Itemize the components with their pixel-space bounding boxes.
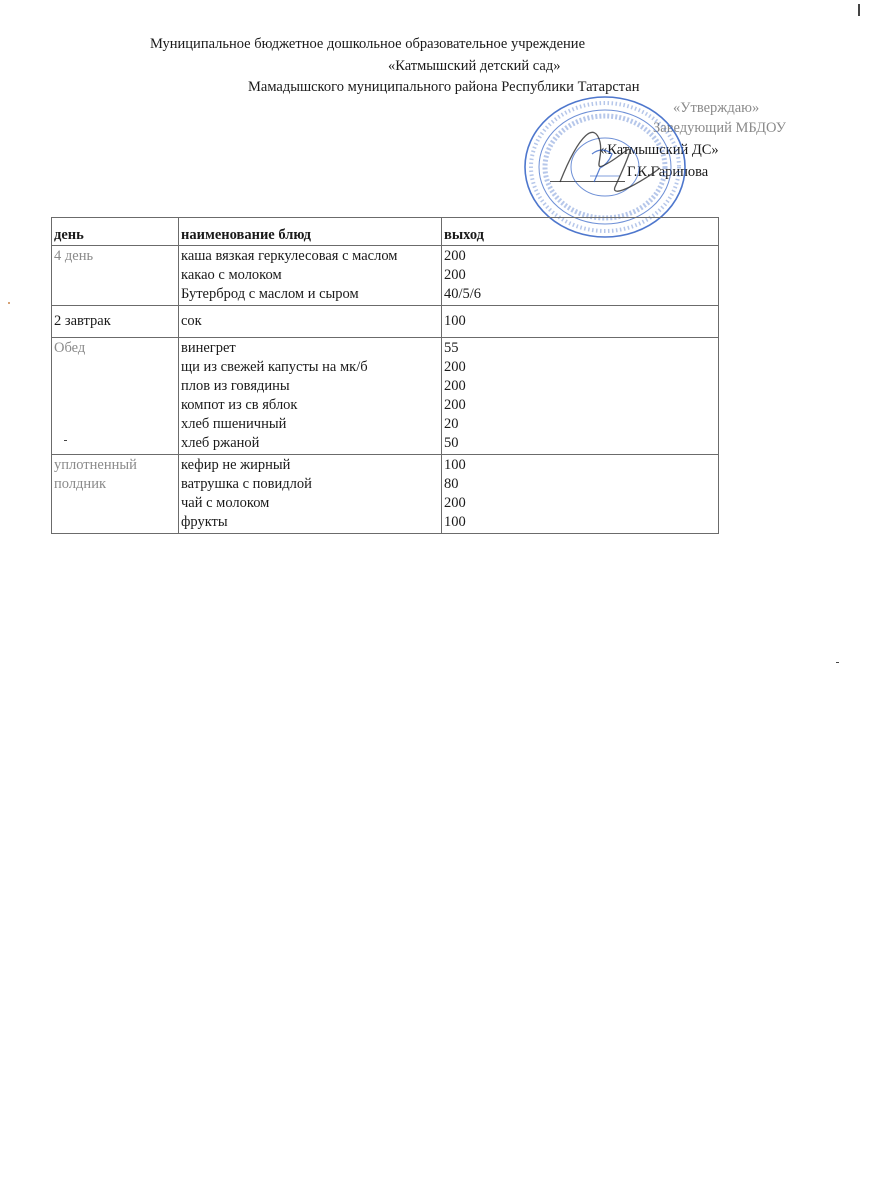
dish-item: Бутерброд с маслом и сыром (181, 286, 359, 302)
meal-cell: 4 день (52, 246, 179, 306)
output-item: 200 (444, 248, 466, 264)
dish-item: чай с молоком (181, 495, 270, 511)
institution-line-2: «Катмышский детский сад» (388, 58, 561, 74)
header-dish: наименование блюд (179, 218, 442, 246)
output-item: 200 (444, 267, 466, 283)
approve-word: «Утверждаю» (673, 100, 760, 116)
meal-cell: уплотненный полдник (52, 455, 179, 534)
dish-item: кефир не жирный (181, 457, 291, 473)
output-item: 50 (444, 435, 459, 451)
scan-speck (836, 662, 839, 663)
dish-item: винегрет (181, 340, 236, 356)
output-item: 55 (444, 340, 459, 356)
dish-item: хлеб ржаной (181, 435, 260, 451)
output-item: 100 (444, 457, 466, 473)
table-row (52, 306, 719, 338)
approver-position: Заведующий МБДОУ (653, 120, 786, 136)
output-item: 200 (444, 495, 466, 511)
meal-cell: 2 завтрак (52, 306, 179, 338)
scan-speck (8, 302, 10, 304)
output-cell (442, 455, 719, 534)
output-item: 200 (444, 359, 466, 375)
dishes-cell (179, 246, 442, 306)
output-cell (442, 246, 719, 306)
institution-line-3: Мамадышского муниципального района Республики Татарстан (248, 79, 640, 95)
scan-speck (858, 4, 860, 16)
header-day: день (52, 218, 179, 246)
menu-table (51, 217, 719, 534)
header-output: выход (442, 218, 719, 246)
output-item: 20 (444, 416, 459, 432)
output-cell (442, 306, 719, 338)
dish-item: какао с молоком (181, 267, 282, 283)
table-row (52, 246, 719, 306)
dish-item: ватрушка с повидлой (181, 476, 312, 492)
output-item: 200 (444, 397, 466, 413)
dishes-cell (179, 338, 442, 455)
dish-item: плов из говядины (181, 378, 290, 394)
output-item: 100 (444, 514, 466, 530)
output-item: 80 (444, 476, 459, 492)
dish-item: щи из свежей капусты на мк/б (181, 359, 368, 375)
dish-item: компот из св яблок (181, 397, 298, 413)
output-item: 100 (444, 313, 466, 329)
dish-item: хлеб пшеничный (181, 416, 287, 432)
table-row (52, 338, 719, 455)
meal-cell: Обед (52, 338, 179, 455)
dishes-cell (179, 455, 442, 534)
institution-line-1: Муниципальное бюджетное дошкольное образовательное учреждение (150, 36, 585, 52)
table-header-row (52, 218, 719, 246)
scan-speck (64, 440, 67, 441)
approver-org: «Катмышский ДС» (600, 142, 719, 158)
output-item: 40/5/6 (444, 286, 482, 302)
dish-item: фрукты (181, 514, 228, 530)
output-item: 200 (444, 378, 466, 394)
table-row (52, 455, 719, 534)
dish-item: каша вязкая геркулесовая с маслом (181, 248, 398, 264)
dishes-cell (179, 306, 442, 338)
approver-name: Г.К.Гарипова (627, 164, 709, 180)
dish-item: сок (181, 313, 202, 329)
output-cell (442, 338, 719, 455)
